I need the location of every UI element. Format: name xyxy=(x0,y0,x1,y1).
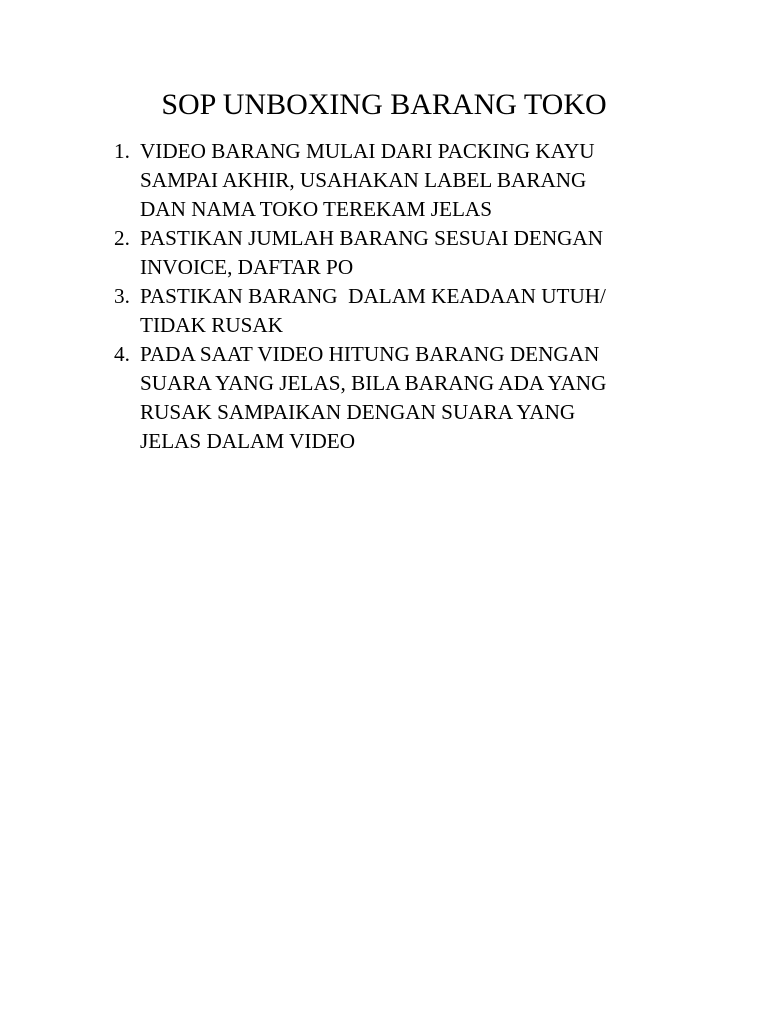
step-line: PASTIKAN JUMLAH BARANG SESUAI DENGAN xyxy=(140,226,604,250)
step-line: INVOICE, DAFTAR PO xyxy=(140,255,354,279)
document-title: SOP UNBOXING BARANG TOKO xyxy=(161,88,607,121)
sop-step-3 xyxy=(114,282,674,340)
step-number: 1. xyxy=(114,139,130,163)
sop-step-2 xyxy=(114,224,674,282)
step-number: 2. xyxy=(114,226,130,250)
step-number: 3. xyxy=(114,284,130,308)
step-line: SUARA YANG JELAS, BILA BARANG ADA YANG xyxy=(140,371,607,395)
sop-steps-list xyxy=(114,137,674,456)
step-number: 4. xyxy=(114,342,130,366)
step-line: PASTIKAN BARANG DALAM KEADAAN UTUH/ xyxy=(140,284,606,308)
step-line: PADA SAAT VIDEO HITUNG BARANG DENGAN xyxy=(140,342,600,366)
step-line: DAN NAMA TOKO TEREKAM JELAS xyxy=(140,197,492,221)
sop-step-1 xyxy=(114,137,674,224)
step-line: VIDEO BARANG MULAI DARI PACKING KAYU xyxy=(140,139,595,163)
step-line: JELAS DALAM VIDEO xyxy=(140,429,356,453)
step-line: TIDAK RUSAK xyxy=(140,313,284,337)
step-line: RUSAK SAMPAIKAN DENGAN SUARA YANG xyxy=(140,400,576,424)
sop-step-4 xyxy=(114,340,674,456)
step-line: SAMPAI AKHIR, USAHAKAN LABEL BARANG xyxy=(140,168,587,192)
